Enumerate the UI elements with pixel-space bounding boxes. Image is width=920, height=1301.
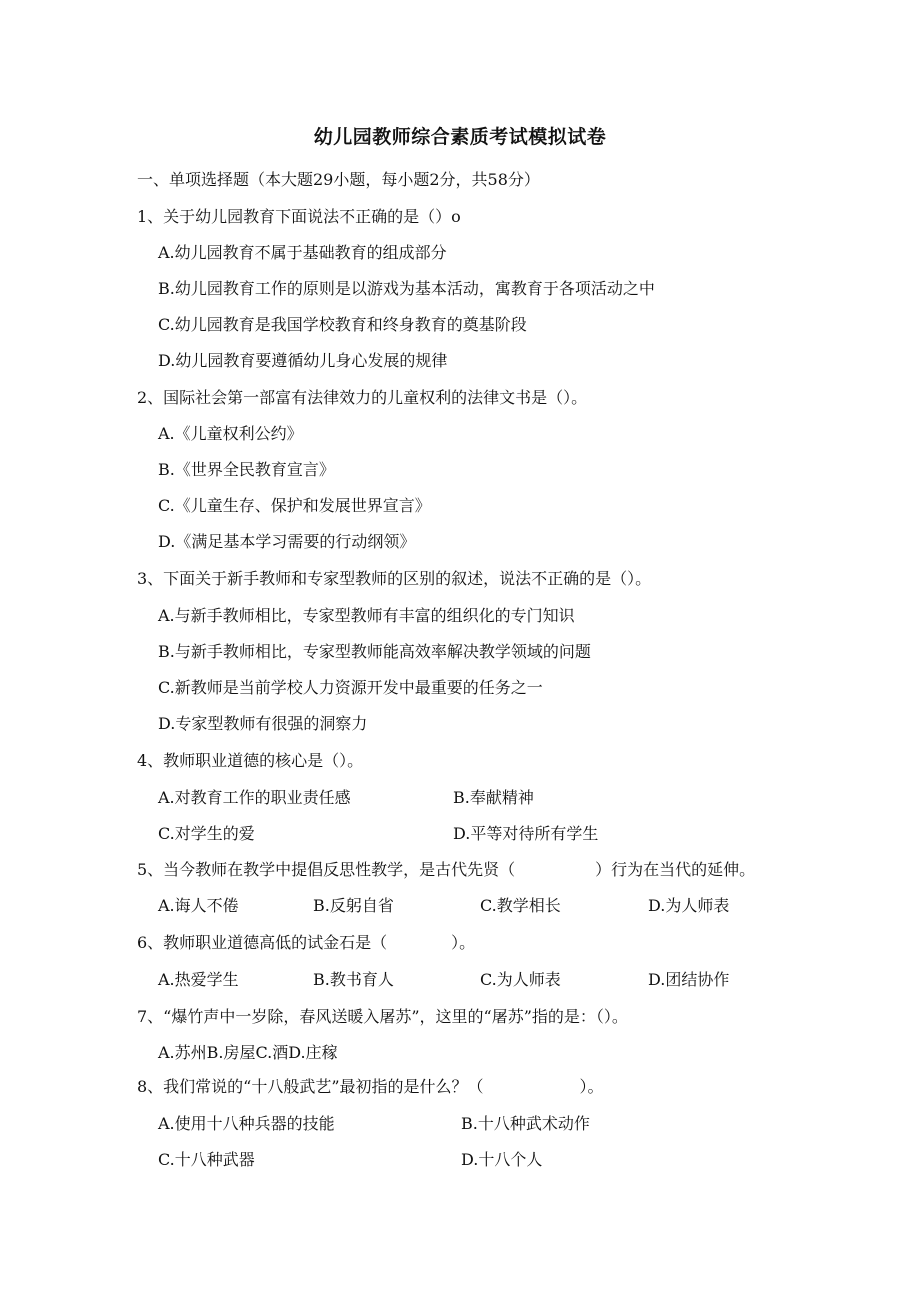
question-3-option-a: A.与新手教师相比，专家型教师有丰富的组织化的专门知识	[158, 606, 575, 625]
question-1-option-d: D.幼儿园教育要遵循幼儿身心发展的规律	[158, 351, 448, 370]
question-3-option-c: C.新教师是当前学校人力资源开发中最重要的任务之一	[158, 678, 543, 697]
question-4-option-c: C.对学生的爱	[158, 824, 255, 843]
question-1-option-a: A.幼儿园教育不属于基础教育的组成部分	[158, 243, 447, 262]
question-6-option-a: A.热爱学生	[158, 970, 239, 989]
question-5-stem: 5、当今教师在教学中提倡反思性教学，是古代先贤（ ）行为在当代的延伸。	[137, 860, 756, 879]
question-8-option-a: A.使用十八种兵器的技能	[158, 1114, 335, 1133]
question-6-option-b: B.教书育人	[313, 970, 394, 989]
question-5-option-b: B.反躬自省	[313, 896, 394, 915]
question-8-stem: 8、我们常说的“十八般武艺”最初指的是什么？（ ）。	[137, 1077, 604, 1096]
question-6-stem: 6、教师职业道德高低的试金石是（ ）。	[137, 933, 476, 952]
question-1-stem: 1、关于幼儿园教育下面说法不正确的是（）o	[137, 207, 461, 226]
question-3-stem: 3、下面关于新手教师和专家型教师的区别的叙述，说法不正确的是（）。	[137, 569, 652, 588]
question-7-stem: 7、“爆竹声中一岁除，春风送暖入屠苏”，这里的“屠苏”指的是：（）。	[137, 1007, 628, 1026]
question-5-option-d: D.为人师表	[648, 896, 730, 915]
question-3-option-d: D.专家型教师有很强的洞察力	[158, 714, 368, 733]
question-5-option-c: C.教学相长	[480, 896, 561, 915]
question-2-option-a: A.《儿童权利公约》	[158, 424, 303, 443]
question-4-option-d: D.平等对待所有学生	[453, 824, 599, 843]
question-4-option-a: A.对教育工作的职业责任感	[158, 788, 351, 807]
question-6-option-c: C.为人师表	[480, 970, 561, 989]
question-1-option-b: B.幼儿园教育工作的原则是以游戏为基本活动，寓教育于各项活动之中	[158, 279, 655, 298]
question-3-option-b: B.与新手教师相比，专家型教师能高效率解决教学领域的问题	[158, 642, 591, 661]
question-4-stem: 4、教师职业道德的核心是（）。	[137, 751, 364, 770]
section-heading: 一、单项选择题（本大题29小题，每小题2分，共58分）	[137, 170, 540, 189]
question-2-option-b: B.《世界全民教育宣言》	[158, 460, 335, 479]
question-8-option-c: C.十八种武器	[158, 1150, 255, 1169]
question-4-option-b: B.奉献精神	[453, 788, 534, 807]
question-5-option-a: A.诲人不倦	[158, 896, 239, 915]
question-2-option-d: D.《满足基本学习需要的行动纲领》	[158, 532, 416, 551]
question-7-options: A.苏州B.房屋C.酒D.庄稼	[158, 1043, 338, 1062]
question-1-option-c: C.幼儿园教育是我国学校教育和终身教育的奠基阶段	[158, 315, 527, 334]
question-8-option-d: D.十八个人	[461, 1150, 543, 1169]
question-6-option-d: D.团结协作	[648, 970, 730, 989]
question-2-stem: 2、国际社会第一部富有法律效力的儿童权利的法律文书是（）。	[137, 388, 588, 407]
question-2-option-c: C.《儿童生存、保护和发展世界宣言》	[158, 496, 431, 515]
question-8-option-b: B.十八种武术动作	[461, 1114, 590, 1133]
page-title: 幼儿园教师综合素质考试模拟试卷	[313, 126, 607, 148]
